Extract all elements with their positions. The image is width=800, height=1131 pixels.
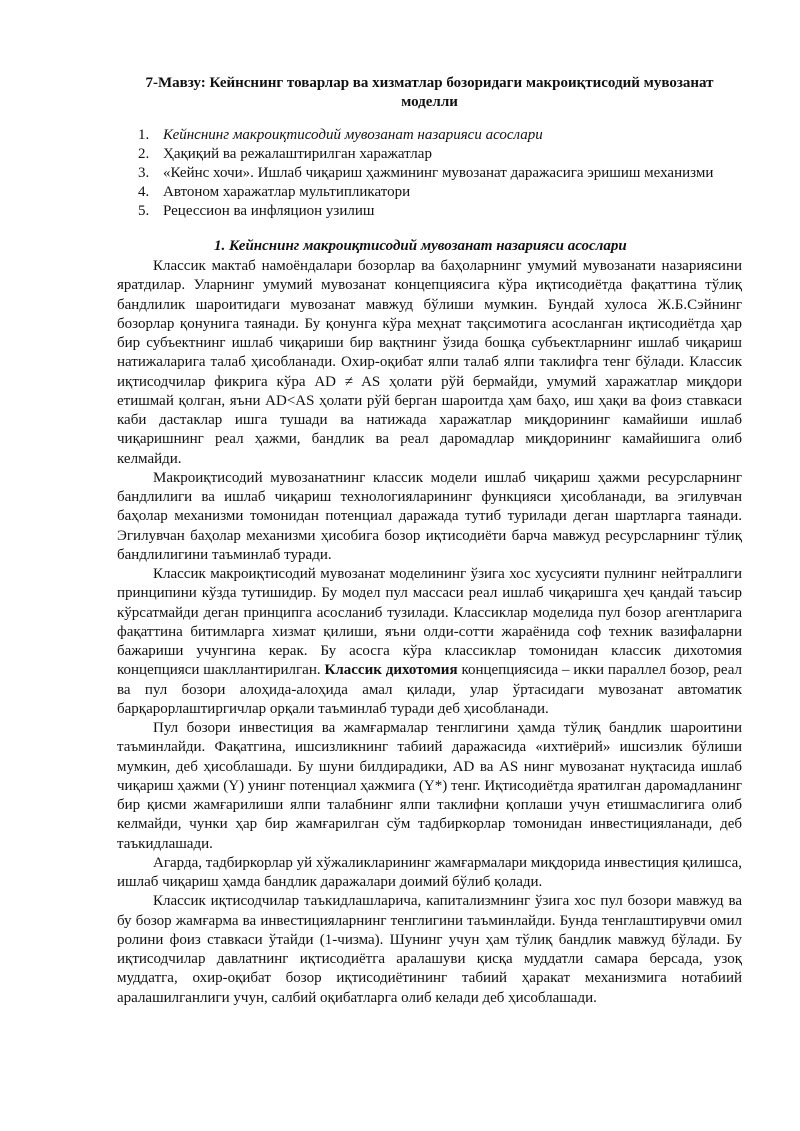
topic-text: «Кейнс хочи». Ишлаб чиқариш ҳажмининг мувозанат даражасига эришиш механизми	[163, 165, 714, 181]
topic-number: 1.	[138, 127, 150, 143]
topic-item	[138, 164, 742, 183]
topic-number: 4.	[138, 184, 150, 200]
topic-item	[138, 202, 742, 221]
body-paragraph: Классик мактаб намоёндалари бозорлар ва баҳоларнинг умумий мувозанати назариясини яратдилар. Уларнинг умумий мувозанат концепциясига кўра иқтисодиётда фақаттина тўлиқ бандлилик шароитидаги мувозанат мавжуд бўлиши мумкин. Бундай хулоса Ж.Б.Сэйнинг бозорлар қонунига таянади. Бу қонунга кўра меҳнат тақсимотига асосланган иқтисодиётда ҳар бир субъектнинг ишлаб чиқариши бир вақтнинг ўзида бошқа субъектларнинг ишлаб чиқариш натижаларига талаб ҳисобланади. Охир-оқибат ялпи талаб ялпи таклифга тенг бўлади. Классик иқтисодчилар фикрига кўра AD ≠ AS ҳолати рўй бермайди, умумий харажатлар миқдори етишмай қолган, яъни AD<AS ҳолати рўй берган шароитда ҳам баҳо, иш ҳақи ва фоиз ставкаси каби дастаклар ишга тушади ва натижада харажатлар миқдорининг камайиши ишлаб чиқаришнинг реал ҳажми, бандлик ва реал даромадлар миқдорининг камайишига олиб келмайди.	[117, 258, 742, 467]
topic-text: Кейнснинг макроиқтисодий мувозанат назарияси асослари	[163, 127, 543, 143]
section-heading: 1. Кейнснинг макроиқтисодий мувозанат назарияси асослари	[214, 238, 627, 254]
body-paragraph: Макроиқтисодий мувозанатнинг классик модели ишлаб чиқариш ҳажми ресурсларнинг бандлилиги ва ишлаб чиқариш технологияларининг функцияси ҳисобланади, ва эгилувчан баҳолар механизми томонидан потенциал даражада тутиб турилади деган шартларга таянади. Эгилувчан баҳолар механизми ҳисобига бозор иқтисодиёти барча мавжуд ресурсларнинг тўлиқ бандлилигини таъминлаб туради.	[117, 469, 742, 563]
topics-list	[117, 126, 742, 221]
paragraph-text: концепциясида – икки параллел бозор, реал ва пул бозори алоҳида-алоҳида амал қилади, улар ўртасидаги мувозанат автоматик барқарорлаштиргичлар орқали таъминлаб туради деб ҳисобланади.	[117, 662, 743, 717]
document-page	[117, 74, 742, 1008]
topic-item	[138, 145, 742, 164]
topic-number: 5.	[138, 203, 150, 219]
topic-text: Ҳақиқий ва режалаштирилган харажатлар	[163, 146, 432, 162]
body-paragraph: Агарда, тадбиркорлар уй хўжаликларининг жамғармалари миқдорида инвестиция қилишса, ишлаб чиқариш ҳамда бандлик даражалари доимий бўлиб қолади.	[117, 854, 742, 890]
topic-text: Автоном харажатлар мультипликатори	[163, 184, 411, 200]
topic-number: 2.	[138, 146, 150, 162]
page-title: 7-Мавзу: Кейнснинг товарлар ва хизматлар бозоридаги макроиқтисодий мувозанат моделли	[145, 75, 714, 110]
topic-number: 3.	[138, 165, 150, 181]
body-paragraph: Пул бозори инвестиция ва жамғармалар тенглигини ҳамда тўлиқ бандлик шароитини таъминлайди. Фақатгина, ишсизликнинг табиий даражасида «ихтиёрий» ишсизлик бўлиши мумкин, деб ҳисоблашади. Бу шуни билдирадики, AD ва AS нинг мувозанат нуқтасида ишлаб чиқариш ҳажми (Y) унинг потенциал ҳажмига (Y*) тенг. Иқтисодиётда яратилган даромадланинг бир қисми жамғарилиши ялпи талабнинг ялпи таклифни қоплаши учун етишмаслигига олиб келмайди, чунки ҳар бир жамғарилган сўм тадбиркорлар томонидан инвестицияланади, деб таъкидлашади.	[117, 720, 742, 852]
body-paragraph: Классик иқтисодчилар таъкидлашларича, капитализмнинг ўзига хос пул бозори мавжуд ва бу бозор жамғарма ва инвестицияларнинг тенглигини таъминлайди. Бунда тенглаштирувчи омил ролини фоиз ставкаси ўтайди (1-чизма). Шунинг учун ҳам тўлиқ бандлик мавжуд бўлади. Бу иқтисодчилар давлатнинг иқтисодиётга аралашуви қисқа муддатли самара берсада, узоқ муддатга, охир-оқибат бозор иқтисодиётининг табиий ҳаракат механизмига нотабиий аралашилганлиги учун, салбий оқибатларга олиб келади деб ҳисоблашади.	[117, 893, 742, 1006]
body-paragraph	[117, 565, 742, 719]
topic-item	[138, 183, 742, 202]
paragraph-text: Классик макроиқтисодий мувозанат моделининг ўзига хос хусусияти пулнинг нейтраллиги принципини кўзда тутишидир. Бу модел пул массаси реал ишлаб чиқаришга ҳеч қандай таъсир кўрсатмайди деган принципга асосланиб тузилади. Классиклар моделида пул бозор агентларига фақаттина битимларга хизмат қилиши, яъни олди-сотти жараёнида соф техник вазифаларни бажариши учунгина керак. Бу асосга кўра классиклар томонидан классик дихотомия концепцияси шакллантирилган.	[117, 566, 742, 679]
topic-item	[138, 126, 742, 145]
bold-term: Классик дихотомия	[324, 662, 458, 679]
topic-text: Рецессион ва инфляцион узилиш	[163, 203, 375, 219]
